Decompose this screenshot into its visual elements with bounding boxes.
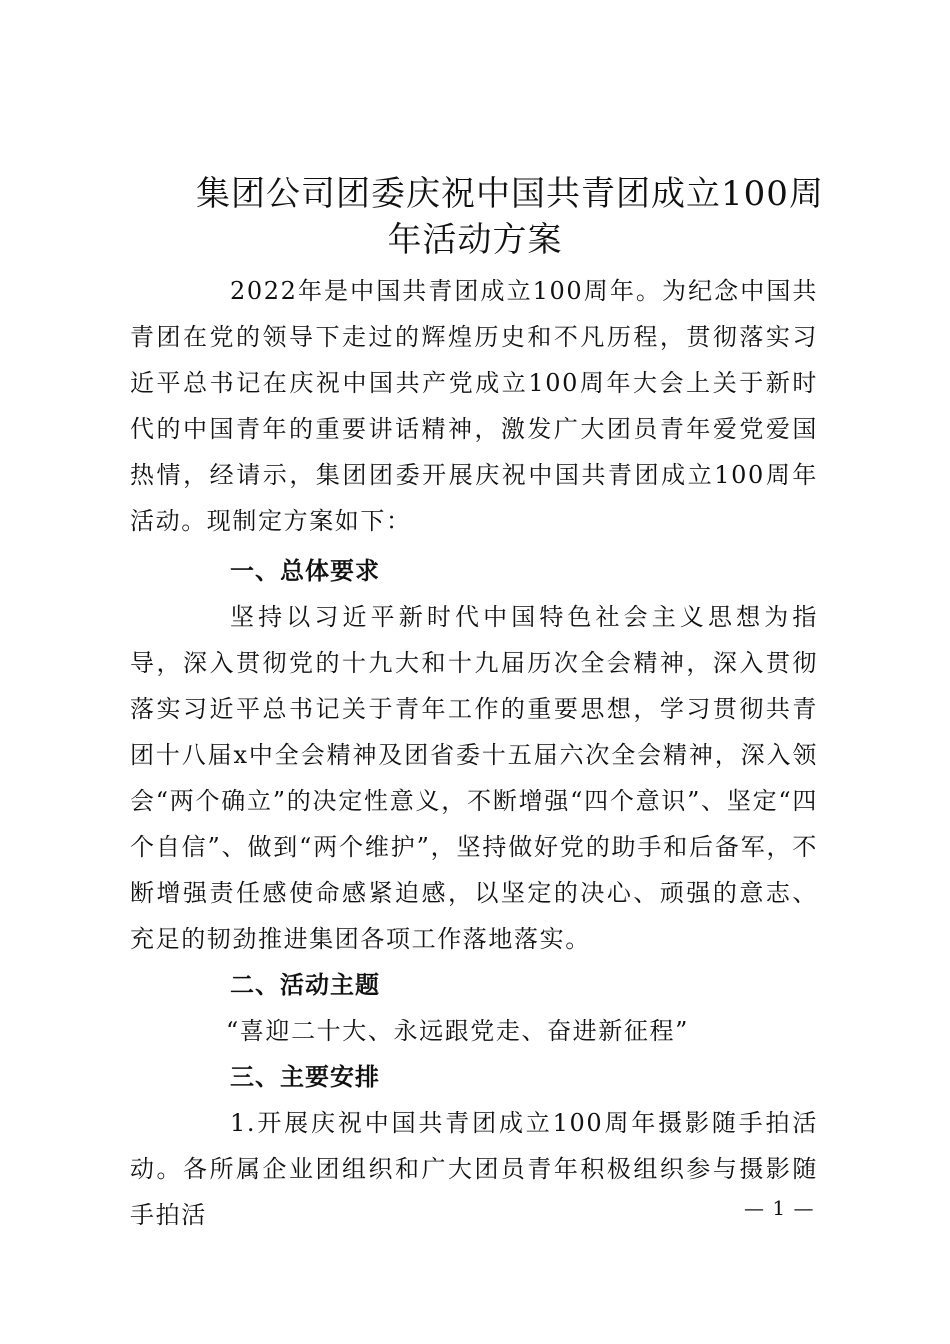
intro-paragraph: 2022年是中国共青团成立100周年。为纪念中国共青团在党的领导下走过的辉煌历史和不凡历程，贯彻落实习近平总书记在庆祝中国共产党成立100周年大会上关于新时代的中国青年的重要讲话精神，激发广大团员青年爱党爱国热情，经请示，集团团委开展庆祝中国共青团成立100周年活动。现制定方案如下：: [130, 277, 818, 535]
page-number: — 1 —: [744, 1196, 815, 1220]
general-requirements-paragraph: 坚持以习近平新时代中国特色社会主义思想为指导，深入贯彻党的十九大和十九届历次全会精神，深入贯彻落实习近平总书记关于青年工作的重要思想，学习贯彻共青团十八届x中全会精神及团省委十五届六次全会精神，深入领会“两个确立”的决定性意义，不断增强“四个意识”、坚定“四个自信”、做到“两个维护”，坚持做好党的助手和后备军，不断增强责任感使命感紧迫感，以坚定的决心、顽强的意志、充足的韧劲推进集团各项工作落地落实。: [130, 603, 818, 953]
document-body: [130, 268, 818, 1238]
document-title-line-1: 集团公司团委庆祝中国共青团成立100周: [196, 174, 824, 214]
arrangement-item-1: 1.开展庆祝中国共青团成立100周年摄影随手拍活动。各所属企业团组织和广大团员青年积极组织参与摄影随手拍活: [130, 1109, 818, 1229]
section-heading-main-arrangements: 三、主要安排: [230, 1063, 380, 1091]
section-heading-general-requirements: 一、总体要求: [230, 557, 380, 585]
activity-theme-text: “喜迎二十大、永远跟党走、奋进新征程”: [226, 1017, 689, 1045]
section-heading-activity-theme: 二、活动主题: [230, 971, 380, 999]
document-title-line-2: 年活动方案: [387, 220, 563, 260]
